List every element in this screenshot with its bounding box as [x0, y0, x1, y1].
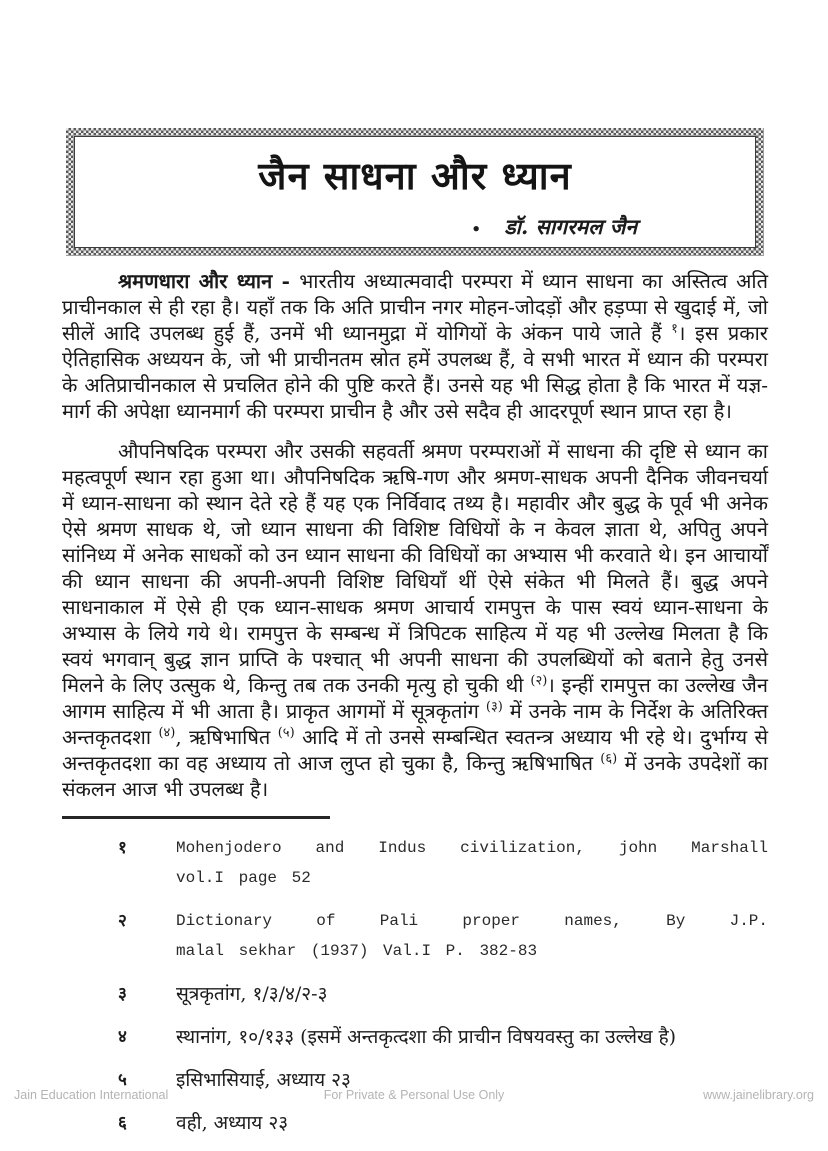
paragraph-1-text: भारतीय अध्यात्मवादी परम्परा में ध्यान साधना का अस्तित्व अति प्राचीनकाल से ही रहा है। यहाँ तक कि अति प्राचीन नगर मोहन-जोदड़ों और हड़प्पा से खुदाई में, जो सीलें आदि उपलब्ध हुई हैं, उनमें भी ध्यानमुद्रा में योगियों के अंकन पाये जाते हैं	[62, 269, 768, 345]
footnote-number: २	[118, 911, 127, 931]
footnote-text-line: vol.I page 52	[176, 869, 311, 887]
article-body	[62, 268, 768, 1151]
footer-website: www.jainelibrary.org	[703, 1088, 814, 1102]
paragraph-1-lead: श्रमणधारा और ध्यान -	[118, 269, 300, 293]
title-box	[74, 136, 756, 248]
paragraph-2-text-b: । इन्हीं रामपुत्त का उल्लेख जैन आगम साहित्य में भी आता है। प्राकृत आगमों में सूत्रकृतांग	[62, 673, 768, 723]
page-footer	[14, 1088, 814, 1108]
page-title: जैन साधना और ध्यान	[258, 153, 572, 198]
footer-publisher: Jain Education International	[14, 1088, 169, 1102]
footnote-item	[118, 1108, 768, 1138]
author-line	[75, 213, 755, 241]
footnote-item	[118, 979, 768, 1009]
footnote-ref-4: (४)	[158, 725, 176, 741]
footnote-ref-3: (३)	[485, 699, 503, 715]
author-bullet-icon: •	[471, 219, 481, 238]
footnote-text-line: Dictionary of Pali proper names, By J.P.	[176, 912, 768, 930]
footnote-item	[118, 833, 768, 893]
title-box-border	[66, 128, 764, 256]
footnote-text-line: malal sekhar (1937) Val.I P. 382-83	[176, 942, 538, 960]
footnote-number: ६	[118, 1113, 127, 1133]
footnote-number: ५	[118, 1070, 127, 1090]
footnote-number: ४	[118, 1027, 127, 1047]
footnote-text-line: इसिभासियाई, अध्याय २३	[176, 1069, 351, 1091]
paragraph-2	[62, 438, 768, 802]
footnote-text-line: Mohenjodero and Indus civilization, john Marshall	[176, 839, 768, 857]
paragraph-2-text-d: , ऋषिभाषित	[175, 725, 278, 749]
footnote-text-line: सूत्रकृतांग, १/३/४/२-३	[176, 983, 328, 1005]
paragraph-2-text-e: आदि में तो उनसे सम्बन्धित स्वतन्त्र अध्याय भी रहे थे। दुर्भाग्य से अन्तकृतदशा का वह अध्याय तो आज लुप्त हो चुका है, किन्तु ऋषिभाषित	[62, 725, 768, 775]
footnote-ref-2: (२)	[530, 673, 548, 689]
footnote-number: १	[118, 838, 127, 858]
paragraph-2-text-f: में उनके उपदेशों का संकलन आज भी उपलब्ध है।	[62, 751, 768, 801]
footnote-ref-1: १	[671, 321, 678, 337]
footnote-ref-6: (६)	[600, 751, 618, 767]
footnote-item	[118, 906, 768, 966]
paragraph-2-text-c: में उनके नाम के निर्देश के अतिरिक्त अन्तकृतदशा	[62, 699, 768, 749]
footnote-item	[118, 1022, 768, 1052]
author-name: डॉ. सागरमल जैन	[504, 214, 637, 239]
footer-usage-note: For Private & Personal Use Only	[323, 1088, 505, 1102]
footnote-separator	[62, 816, 330, 819]
footnote-ref-5: (५)	[277, 725, 295, 741]
footnote-text-line: वही, अध्याय २३	[176, 1112, 289, 1134]
paragraph-1-text-cont: । इस प्रकार ऐतिहासिक अध्ययन के, जो भी प्राचीनतम स्रोत हमें उपलब्ध हैं, वे सभी भारत में ध्यान की परम्परा के अतिप्राचीनकाल से प्रचलित होने की पुष्टि करते हैं। उनसे यह भी सिद्ध होता है कि भारत में यज्ञ-मार्ग की अपेक्षा ध्यानमार्ग की परम्परा प्राचीन है और उसे सदैव ही आदरपूर्ण स्थान प्राप्त रहा है।	[62, 321, 768, 423]
paragraph-1	[62, 268, 768, 424]
paragraph-2-text: औपनिषदिक परम्परा और उसकी सहवर्ती श्रमण परम्पराओं में साधना की दृष्टि से ध्यान का महत्वपूर्ण स्थान रहा हुआ था। औपनिषदिक ऋषि-गण और श्रमण-साधक अपनी दैनिक जीवनचर्या में ध्यान-साधना को स्थान देते रहे हैं यह एक निर्विवाद तथ्य है। महावीर और बुद्ध के पूर्व भी अनेक ऐसे श्रमण साधक थे, जो ध्यान साधना की विशिष्ट विधियों के न केवल ज्ञाता थे, अपितु अपने सांनिध्य में अनेक साधकों को उन ध्यान साधना की विधियों का अभ्यास भी करवाते थे। इन आचार्यों की ध्यान साधना की अपनी-अपनी विशिष्ट विधियाँ थीं ऐसे संकेत भी मिलते हैं। बुद्ध अपने साधनाकाल में ऐसे ही एक ध्यान-साधक श्रमण आचार्य रामपुत्त के पास स्वयं ध्यान-साधना के अभ्यास के लिये गये थे। रामपुत्त के सम्बन्ध में त्रिपिटक साहित्य में यह भी उल्लेख मिलता है कि स्वयं भगवान् बुद्ध ज्ञान प्राप्ति के पश्चात् भी अपनी साधना की उपलब्धियों को बताने हेतु उनसे मिलने के लिए उत्सुक थे, किन्तु तब तक उनकी मृत्यु हो चुकी थी	[62, 439, 768, 697]
footnote-text-line: स्थानांग, १०/१३३ (इसमें अन्तकृत्दशा की प्राचीन विषयवस्तु का उल्लेख है)	[176, 1026, 677, 1048]
footnote-number: ३	[118, 984, 127, 1004]
